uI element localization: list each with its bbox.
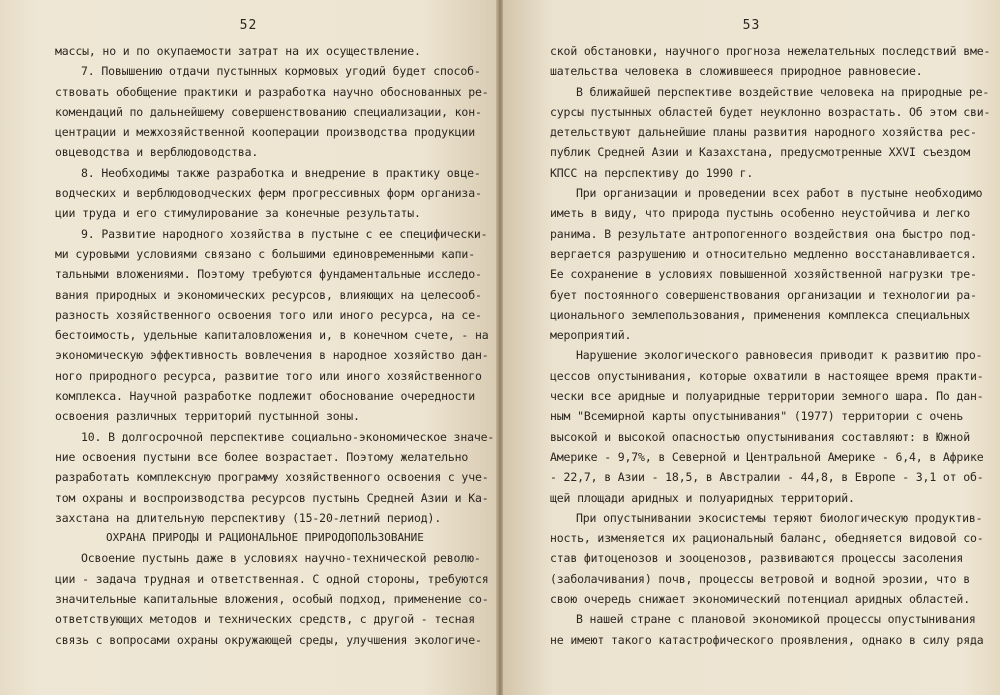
text-line: экономическую эффективность вовлечения в народное хозяйство дан- (55, 348, 489, 363)
text-line: ность, изменяется их рациональный баланс, обедняется видовой со- (550, 531, 984, 546)
text-line: ской обстановки, научного прогноза нежелательных последствий вме- (550, 44, 991, 58)
text-line: Ее сохранение в условиях повышенной хозяйственной нагрузки тре- (550, 267, 977, 282)
text-line: значительные капитальные вложения, особый подход, применение со- (55, 592, 489, 607)
text-line: вания природных и экономических ресурсов, влияющих на целесооб- (55, 287, 482, 302)
text-line: 7. Повышению отдачи пустынных кормовых угодий будет способ- (81, 64, 481, 79)
text-line: ного природного ресурса, развитие того или иного хозяйственного (55, 368, 482, 383)
text-line: цессов опустынивания, которые охватили в настоящее время практи- (550, 368, 984, 383)
text-line: чески все аридные и полуаридные территории земного шара. По дан- (550, 389, 984, 404)
text-line: ции - задача трудная и ответственная. С одной стороны, требуются (55, 571, 489, 586)
left-page-text (55, 41, 495, 650)
text-line: ции труда и его стимулирование за конечные результаты. (55, 206, 421, 221)
right-page-text (550, 41, 991, 650)
text-line: связь с вопросами охраны окружающей среды, улучшения экологиче- (55, 632, 482, 647)
page-number: 52 (239, 18, 258, 33)
text-line: захстана на длительную перспективу (15-20-летний период). (55, 510, 442, 525)
text-line: высокой и высокой опасностью опустынивания составляют: в Южной (550, 429, 970, 444)
text-line: (заболачивания) почв, процессы ветровой и водной эрозии, что в (550, 571, 970, 586)
text-line: массы, но и по окупаемости затрат на их осуществление. (55, 44, 421, 58)
text-line: Америке - 9,7%, в Северной и Центральной Америке - 6,4, в Африке (550, 449, 984, 464)
text-line: свою очередь снижает экономический потенциал аридных областей. (550, 592, 970, 607)
text-line: ранима. В результате антропогенного воздействия она быстро под- (550, 226, 977, 241)
text-line: мероприятий. (550, 328, 632, 343)
text-line: ответствующих методов и технических средств, с другой - тесная (55, 612, 475, 627)
text-line: иметь в виду, что природа пустынь особенно неустойчива и легко (550, 206, 970, 221)
text-line: ционального землепользования, применения комплекса специальных (550, 307, 970, 322)
text-line: бует постоянного совершенствования организации и технологии ра- (550, 287, 977, 302)
text-line: том охраны и воспроизводства ресурсов пустынь Средней Азии и Ка- (55, 490, 489, 505)
text-line: Нарушение экологического равновесия приводит к развитию про- (576, 348, 983, 363)
text-line: разработать комплексную программу хозяйственного освоения с уче- (55, 470, 489, 485)
left-page (0, 0, 497, 695)
text-line: не имеют такого катастрофического проявления, однако в силу ряда (550, 632, 984, 647)
text-line: В ближайшей перспективе воздействие человека на природные ре- (576, 84, 990, 99)
text-line: комплекса. Научной разработке подлежит обоснование очередности (55, 389, 475, 404)
text-line: ствовать обобщение практики и разработка научно обоснованных ре- (55, 84, 489, 99)
text-line: освоения различных территорий пустынной зоны. (55, 409, 360, 424)
section-heading: ОХРАНА ПРИРОДЫ И РАЦИОНАЛЬНОЕ ПРИРОДОПОЛЬЗОВАНИЕ (106, 531, 424, 545)
text-line: публик Средней Азии и Казахстана, предусмотренные XXVI съездом (550, 145, 970, 160)
text-line: В нашей стране с плановой экономикой процессы опустынивания (576, 612, 976, 627)
text-line: тальными вложениями. Поэтому требуются фундаментальные исследо- (55, 267, 482, 282)
right-page (503, 0, 1000, 695)
text-line: детельствуют дальнейшие планы развития народного хозяйства рес- (550, 125, 977, 140)
text-line: - 22,7, в Азии - 18,5, в Австралии - 44,8, в Европе - 3,1 от об- (550, 470, 984, 485)
text-line: центрации и межхозяйственной кооперации производства продукции (55, 125, 475, 140)
text-line: овцеводства и верблюдоводства. (55, 145, 259, 160)
text-line: ми суровыми условиями связано с большими единовременными капи- (55, 246, 475, 261)
text-line: вергается разрушению и относительно медленно восстанавливается. (550, 246, 977, 261)
text-line: При опустынивании экосистемы теряют биологическую продуктив- (576, 510, 983, 525)
text-line: КПСС на перспективу до 1990 г. (550, 165, 754, 180)
text-line: Освоение пустынь даже в условиях научно-технической револю- (81, 551, 481, 566)
text-line: ным "Всемирной карты опустынивания" (1977) территории с очень (550, 409, 964, 424)
text-line: щей площади аридных и полуаридных территорий. (550, 490, 855, 505)
text-line: водческих и верблюдоводческих ферм прогрессивных форм организа- (55, 186, 482, 201)
text-line: ние освоения пустыни все более возрастает. Поэтому желательно (55, 449, 469, 464)
text-line: разность хозяйственного освоения того или иного ресурса, на се- (55, 307, 482, 322)
text-line: бестоимость, удельные капиталовложения и, в конечном счете, - на (55, 328, 489, 343)
text-line: сурсы пустынных областей будет неуклонно возрастать. Об этом сви- (550, 104, 991, 119)
text-line: шательства человека в сложившееся природное равновесие. (550, 64, 923, 79)
text-line: При организации и проведении всех работ в пустыне необходимо (576, 186, 983, 201)
text-line: 8. Необходимы также разработка и внедрение в практику овце- (81, 165, 481, 180)
text-line: 10. В долгосрочной перспективе социально-экономическое значе- (81, 429, 495, 444)
text-line: став фитоценозов и зооценозов, развиваются процессы засоления (550, 551, 964, 566)
text-line: 9. Развитие народного хозяйства в пустыне с ее специфически- (81, 226, 488, 241)
text-line: комендаций по дальнейшему совершенствованию специализации, кон- (55, 104, 482, 119)
page-number: 53 (742, 18, 761, 33)
